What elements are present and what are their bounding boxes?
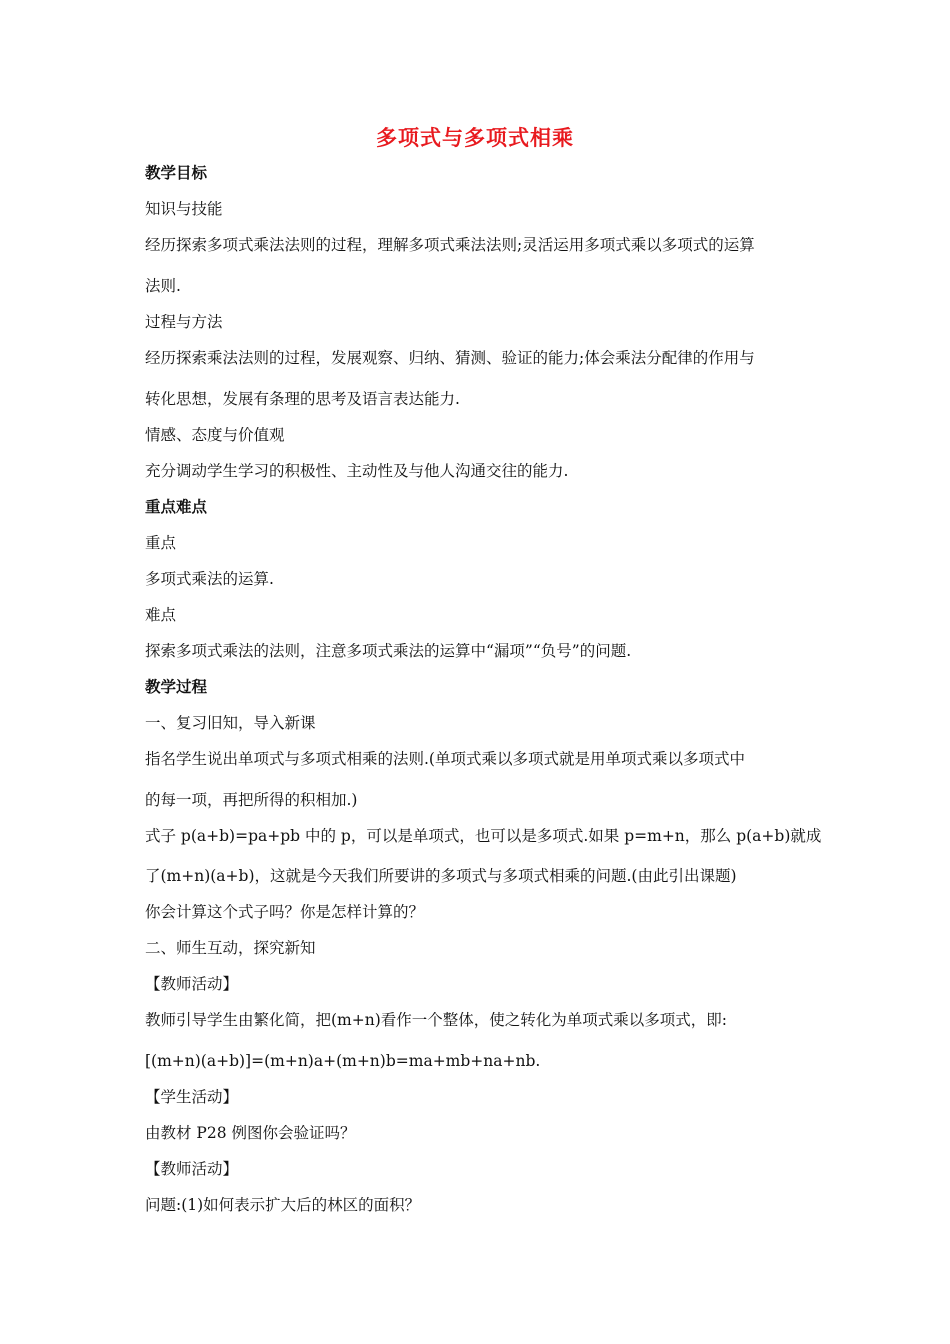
subheading-process: 过程与方法 [145, 313, 223, 331]
paragraph-teacher-1: 教师引导学生由繁化简，把(m+n)看作一个整体，使之转化为单项式乘以多项式，即: [145, 1011, 727, 1029]
paragraph-process-2: 转化思想，发展有条理的思考及语言表达能力. [145, 390, 460, 408]
paragraph-step1-4: 了(m+n)(a+b)，这就是今天我们所要讲的多项式与多项式相乘的问题.(由此引出课题) [145, 867, 737, 885]
paragraph-student: 由教材 P28 例图你会验证吗？ [145, 1124, 356, 1142]
section-heading-goals: 教学目标 [145, 164, 208, 182]
subheading-step1: 一、复习旧知，导入新课 [145, 714, 316, 732]
subheading-step2: 二、师生互动，探究新知 [145, 939, 316, 957]
section-heading-key-points: 重点难点 [145, 498, 208, 516]
paragraph-knowledge-1: 经历探索多项式乘法法则的过程，理解多项式乘法法则;灵活运用多项式乘以多项式的运算 [145, 236, 755, 254]
label-student-activity: 【学生活动】 [145, 1088, 239, 1106]
subheading-key: 重点 [145, 534, 177, 552]
paragraph-step1-2: 的每一项，再把所得的积相加.) [145, 791, 358, 809]
paragraph-step1-5: 你会计算这个式子吗？你是怎样计算的？ [145, 903, 425, 921]
subheading-difficult: 难点 [145, 606, 177, 624]
label-teacher-activity-1: 【教师活动】 [145, 975, 239, 993]
paragraph-process-1: 经历探索乘法法则的过程，发展观察、归纳、猜测、验证的能力;体会乘法分配律的作用与 [145, 349, 755, 367]
paragraph-key: 多项式乘法的运算. [145, 570, 274, 588]
label-teacher-activity-2: 【教师活动】 [145, 1160, 239, 1178]
page-title: 多项式与多项式相乘 [376, 126, 574, 150]
paragraph-step1-3: 式子 p(a+b)=pa+pb 中的 p，可以是单项式，也可以是多项式.如果 p=m+n，那么 p(a+b)就成 [145, 827, 822, 845]
paragraph-step1-1: 指名学生说出单项式与多项式相乘的法则.(单项式乘以多项式就是用单项式乘以多项式中 [145, 750, 745, 768]
paragraph-emotion: 充分调动学生学习的积极性、主动性及与他人沟通交往的能力. [145, 462, 569, 480]
paragraph-question: 问题:(1)如何表示扩大后的林区的面积？ [145, 1196, 421, 1214]
subheading-emotion: 情感、态度与价值观 [145, 426, 285, 444]
paragraph-knowledge-2: 法则. [145, 277, 181, 295]
section-heading-process: 教学过程 [145, 678, 208, 696]
formula: [(m+n)(a+b)]=(m+n)a+(m+n)b=ma+mb+na+nb. [145, 1052, 541, 1070]
paragraph-difficult: 探索多项式乘法的法则，注意多项式乘法的运算中“漏项”“负号”的问题. [145, 642, 632, 660]
subheading-knowledge: 知识与技能 [145, 200, 223, 218]
